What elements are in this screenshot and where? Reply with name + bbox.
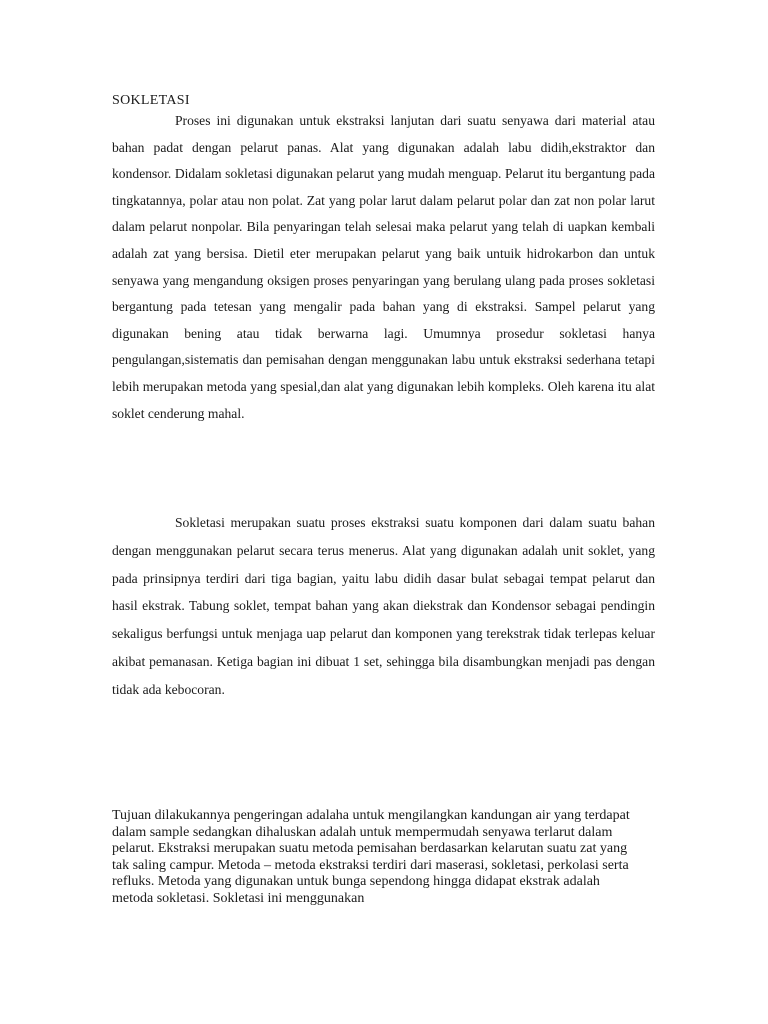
document-title: SOKLETASI xyxy=(112,93,190,108)
paragraph-text: Proses ini digunakan untuk ekstraksi lanjutan dari suatu senyawa dari material atau bahan padat dengan pelarut panas. Alat yang digunakan adalah labu didih,ekstraktor dan kondensor. Didalam sokletasi digunakan pelarut yang mudah menguap. Pelarut itu bergantung pada tingkatannya, polar atau non polat. Zat yang polar larut dalam pelarut polar dan zat non polar larut dalam pelarut nonpolar. Bila penyaringan telah selesai maka pelarut yang telah di uapkan kembali adalah zat yang bersisa. Dietil eter merupakan pelarut yang baik untuik hidrokarbon dan untuk senyawa yang mengandung oksigen proses penyaringan yang berulang ulang pada proses sokletasi bergantung pada tetesan yang mengalir pada bahan yang di ekstraksi. Sampel pelarut yang digunakan bening atau tidak berwarna lagi. Umumnya prosedur sokletasi hanya pengulangan,sistematis dan pemisahan dengan menggunakan labu untuk ekstraksi sederhana tetapi lebih merupakan metoda yang spesial,dan alat yang digunakan lebih kompleks. Oleh karena itu alat soklet cenderung mahal. xyxy=(112,113,655,421)
paragraph-drying-purpose xyxy=(112,808,642,908)
paragraph-sokletasi-process xyxy=(112,108,655,427)
paragraph-text: Tujuan dilakukannya pengeringan adalaha untuk mengilangkan kandungan air yang terdapat dalam sample sedangkan dihaluskan adalah untuk mempermudah senyawa terlarut dalam pelarut. Ekstraksi merupakan suatu metoda pemisahan berdasarkan kelarutan suatu zat yang tak saling campur. Metoda – metoda ekstraksi terdiri dari maserasi, sokletasi, perkolasi serta refluks. Metoda yang digunakan untuk bunga sependong hingga didapat ekstrak adalah metoda sokletasi. Sokletasi ini menggunakan xyxy=(112,808,630,906)
paragraph-sokletasi-definition xyxy=(112,509,655,704)
paragraph-text: Sokletasi merupakan suatu proses ekstraksi suatu komponen dari dalam suatu bahan dengan menggunakan pelarut secara terus menerus. Alat yang digunakan adalah unit soklet, yang pada prinsipnya terdiri dari tiga bagian, yaitu labu didih dasar bulat sebagai tempat pelarut dan hasil ekstrak. Tabung soklet, tempat bahan yang akan diekstrak dan Kondensor sebagai pendingin sekaligus berfungsi untuk menjaga uap pelarut dan komponen yang terekstrak tidak terlepas keluar akibat pemanasan. Ketiga bagian ini dibuat 1 set, sehingga bila disambungkan menjadi pas dengan tidak ada kebocoran. xyxy=(112,515,655,697)
